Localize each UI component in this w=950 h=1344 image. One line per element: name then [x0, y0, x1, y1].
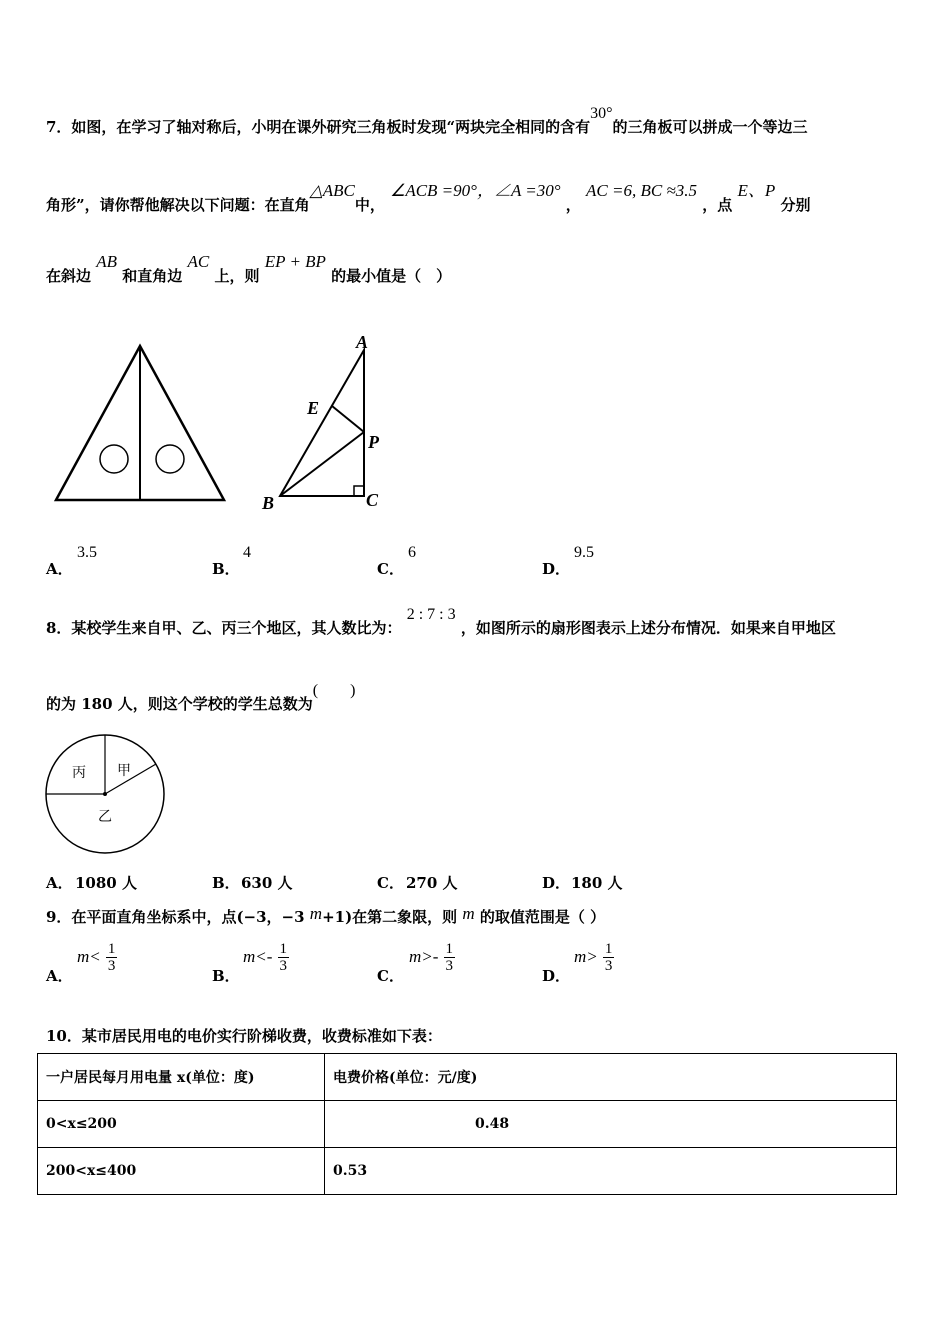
q7-angle-30: 30° [590, 105, 613, 122]
q7-text-1-end: 的三角板可以拼成一个等边三 [612, 118, 808, 136]
q9-option-d-expr[interactable] [574, 941, 614, 974]
q9-option-d-pre: m> [574, 947, 598, 966]
q8-label-yi: 乙 [98, 809, 112, 825]
q8-label-bing: 丙 [72, 765, 86, 781]
table-header-usage: 一户居民每月用电量 x(单位：度) [38, 1054, 325, 1101]
q7-line2 [46, 181, 811, 215]
q7-expression: EP + BP [264, 252, 326, 271]
q7-text-2d: 分别 [780, 196, 811, 214]
q7-text-2b: 中， [354, 196, 385, 214]
q10-line [46, 1025, 442, 1046]
q8-text-2: 的为 180 人，则这个学校的学生总数为 [46, 695, 313, 713]
q9-option-c-num: 1 [445, 941, 454, 957]
q9-option-b-letter[interactable]: B． [212, 967, 240, 985]
q7-segment-bp [280, 432, 364, 496]
q9-option-a-den: 3 [107, 958, 116, 974]
q7-option-d-letter[interactable]: D． [542, 560, 571, 578]
q7-text-2a: 角形”，请你帮他解决以下问题：在直角 [46, 196, 310, 214]
q7-option-a-letter[interactable]: A． [46, 560, 73, 578]
q8-option-c-value[interactable]: 270 人 [406, 874, 458, 892]
table-cell-range-1: 0<x≤200 [38, 1101, 325, 1148]
q8-option-d-letter[interactable]: D． [542, 874, 571, 892]
q8-option-a-letter[interactable]: A． [46, 874, 73, 892]
q7-option-b-letter[interactable]: B． [212, 560, 240, 578]
q8-pie-chart [44, 733, 168, 857]
q8-text-1: 8．某校学生来自甲、乙、丙三个地区，其人数比为： [46, 619, 402, 637]
q7-set-squares-figure [50, 340, 230, 505]
q9-option-c-frac [444, 941, 456, 974]
q7-text-1: 7．如图，在学习了轴对称后，小明在课外研究三角板时发现“两块完全相同的含有 [46, 118, 591, 136]
table-header-row [38, 1054, 897, 1101]
q7-option-c-letter[interactable]: C． [377, 560, 404, 578]
q7-text-3a: 在斜边 [46, 267, 92, 285]
q9-option-a-frac [106, 941, 118, 974]
q8-line2 [46, 682, 356, 714]
q8-option-b-value[interactable]: 630 人 [241, 874, 293, 892]
q9-option-b-den: 3 [279, 958, 288, 974]
q7-comma: ， [565, 196, 581, 214]
q8-line1 [46, 606, 836, 638]
q7-option-c-value[interactable]: 6 [408, 544, 416, 561]
table-cell-price-2: 0.53 [325, 1148, 897, 1195]
q7-line1 [46, 105, 808, 137]
q9-text-b: +1)在第二象限，则 [322, 908, 458, 926]
q7-option-b-value[interactable]: 4 [243, 544, 251, 561]
q7-segment-ep [332, 406, 364, 432]
q9-line [46, 906, 605, 927]
q7-text-3c: 上，则 [214, 267, 260, 285]
q7-text-3b: 和直角边 [122, 267, 183, 285]
q9-option-d-letter[interactable]: D． [542, 967, 571, 985]
q7-label-a: A [356, 332, 369, 352]
q8-option-a-value[interactable]: 1080 人 [75, 874, 137, 892]
q7-segment-ac: AC [187, 252, 210, 271]
q9-option-d-frac [603, 941, 615, 974]
q9-option-c-pre: m>- [409, 947, 439, 966]
q9-text-a: 9．在平面直角坐标系中，点(−3，−3 [46, 908, 305, 926]
q9-option-a-pre: m< [77, 947, 101, 966]
q7-text-2c: ，点 [702, 196, 733, 214]
q7-option-a-value[interactable]: 3.5 [77, 544, 97, 561]
q8-option-b-letter[interactable]: B． [212, 874, 240, 892]
q7-left-hole [100, 445, 128, 473]
q7-segment-ab: AB [96, 252, 118, 271]
q7-line3 [46, 252, 452, 286]
q9-option-a-num: 1 [107, 941, 116, 957]
q9-option-d-num: 1 [604, 941, 613, 957]
q8-text-1-end: ，如图所示的扇形图表示上述分布情况．如果来自甲地区 [460, 619, 836, 637]
q7-label-b: B [262, 493, 275, 513]
table-header-price: 电费价格(单位：元/度) [325, 1054, 897, 1101]
q8-pie-center [103, 792, 107, 796]
q7-text-3d: 的最小值是（ ） [331, 267, 452, 285]
q9-option-c-letter[interactable]: C． [377, 967, 404, 985]
q8-option-c-letter[interactable]: C． [377, 874, 404, 892]
q8-option-d-value[interactable]: 180 人 [571, 874, 623, 892]
q9-option-c-expr[interactable] [409, 941, 455, 974]
q10-text: 10．某市居民用电的电价实行阶梯收费，收费标准如下表： [46, 1027, 442, 1045]
table-cell-price-1: 0.48 [325, 1101, 897, 1148]
q9-text-c: 的取值范围是（ ） [479, 908, 606, 926]
q9-option-b-expr[interactable] [243, 941, 289, 974]
table-row [38, 1148, 897, 1195]
q7-angle-condition: ∠ACB =90°，∠A =30° [390, 181, 561, 200]
q9-option-d-den: 3 [604, 958, 613, 974]
table-cell-range-2: 200<x≤400 [38, 1148, 325, 1195]
q10-fee-table [37, 1053, 897, 1195]
q9-option-a-expr[interactable] [77, 941, 117, 974]
q8-label-jia: 甲 [117, 763, 131, 779]
q7-triangle-abc: △ABC [309, 181, 355, 200]
q7-option-d-value[interactable]: 9.5 [574, 544, 594, 561]
q9-var-m-2: m [462, 904, 475, 923]
q9-option-b-num: 1 [279, 941, 288, 957]
q7-length-condition: AC =6, BC ≈3.5 [586, 181, 698, 200]
q9-option-a-letter[interactable]: A． [46, 967, 73, 985]
q8-answer-paren: ( ) [312, 682, 356, 699]
q9-var-m-1: m [309, 904, 323, 923]
q7-triangle-figure [258, 328, 388, 518]
q7-right-hole [156, 445, 184, 473]
q7-label-e: E [307, 398, 320, 418]
q7-label-c: C [366, 490, 379, 510]
q7-right-angle-mark [354, 486, 364, 496]
q8-ratio: 2 : 7 : 3 [406, 606, 456, 623]
q7-label-p: P [368, 432, 379, 452]
q9-option-c-den: 3 [445, 958, 454, 974]
table-row [38, 1101, 897, 1148]
q9-option-b-frac [278, 941, 290, 974]
q9-option-b-pre: m<- [243, 947, 273, 966]
q7-points-ep: E、P [737, 181, 776, 200]
